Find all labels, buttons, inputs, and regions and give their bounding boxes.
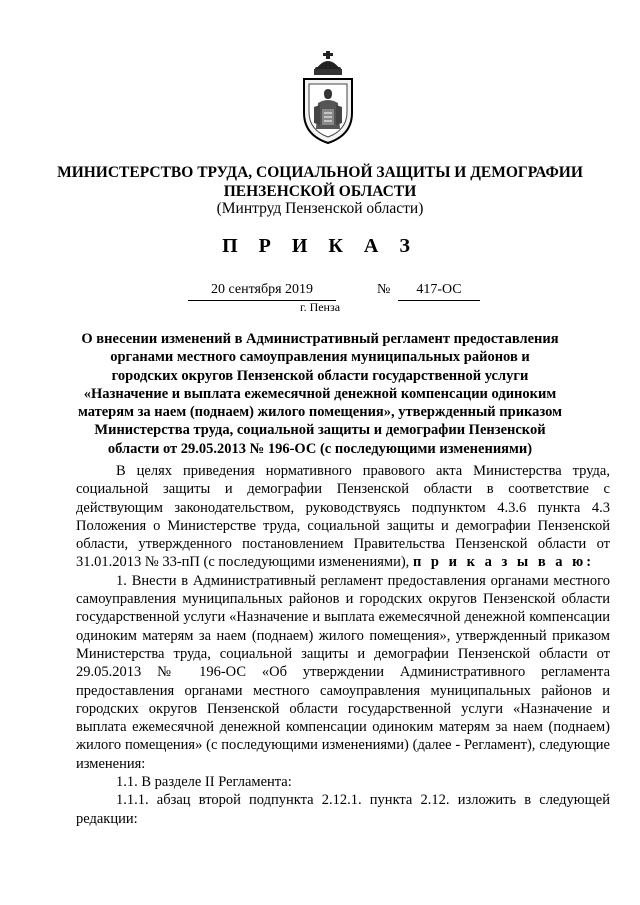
order-body <box>76 462 610 828</box>
item-1: 1. Внести в Административный регламент предоставления органами местного самоуправления муниципальных районов и городских округов Пензенской области государственной услуги «Назначение и выплата ежемесячной денежной компенсации одиноким матерям за наем (поднаем) жилого помещения», утвержденный приказом Министерства труда, социальной защиты и демографии Пензенской области от 29.05.2013 № 196-ОС «Об утверждении Административного регламента предоставления органами местного самоуправления муниципальных районов и городских округов Пензенской области государственной услуги «Назначение и выплата ежемесячной денежной компенсации одиноким матерям за наем (поднаем) жилого помещения» (с последующими изменениями) (далее - Регламент), следующие изменения: <box>76 572 610 772</box>
number-sign: № <box>377 282 391 297</box>
order-subject: О внесении изменений в Административный регламент предоставления органами местного самоуправления муниципальных районов и городских округов Пензенской области государственной услуги «Назначение и выплата ежемесячной денежной компенсации одиноким матерям за наем (поднаем) жилого помещения», утвержденный приказом Министерства труда, социальной защиты и демографии Пензенской области от 29.05.2013 № 196-ОС (с последующими изменениями) <box>77 331 563 457</box>
ministry-name-line2: ПЕНЗЕНСКОЙ ОБЛАСТИ <box>223 183 417 200</box>
order-number: 417-ОС <box>398 282 480 301</box>
coat-of-arms-icon <box>296 47 360 147</box>
item-1-1-1: 1.1.1. абзац второй подпункта 2.12.1. пункта 2.12. изложить в следующей редакции: <box>76 792 610 827</box>
ministry-name-line1: МИНИСТЕРСТВО ТРУДА, СОЦИАЛЬНОЙ ЗАЩИТЫ И ДЕМОГРАФИИ <box>57 164 583 181</box>
order-date: 20 сентября 2019 <box>188 282 336 301</box>
intro-text: В целях приведения нормативного правового акта Министерства труда, социальной защиты и демографии Пензенской области в соответствие с действующим законодательством, руководствуясь подпунктом 4.3.6 пункта 4.3 Положения о Министерстве труда, социальной защиты и демографии Пензенской области, утвержденного постановлением Правительства Пензенской области от 31.01.2013 № 33-пП (с последующими изменениями), <box>76 463 610 571</box>
ministry-short-name: (Минтруд Пензенской области) <box>216 200 424 217</box>
intro-paragraph <box>76 462 610 572</box>
order-city: г. Пенза <box>300 300 341 314</box>
order-word: п р и к а з ы в а ю: <box>412 554 595 571</box>
item-1-1: 1.1. В разделе II Регламента: <box>116 774 292 791</box>
order-title: П Р И К А З <box>222 235 418 257</box>
